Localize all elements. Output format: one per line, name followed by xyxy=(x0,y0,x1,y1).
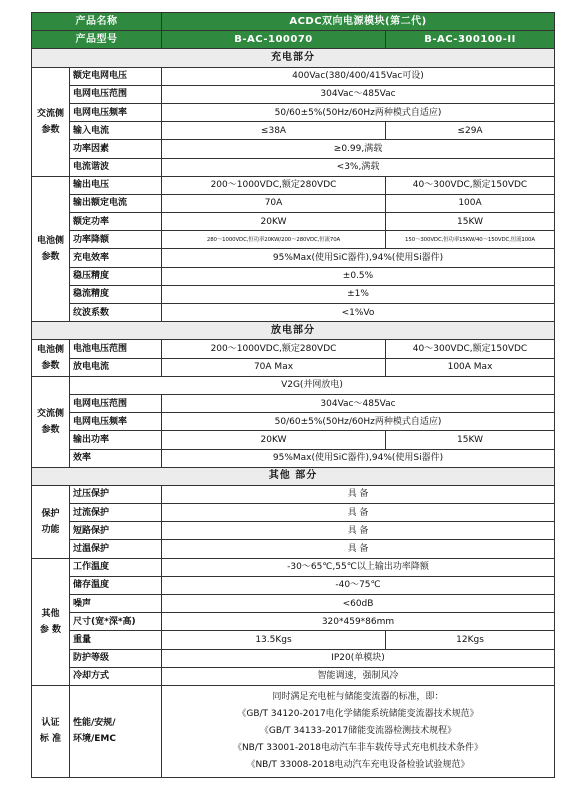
param-value-b: 150～300VDC,恒功率15KW/40～150VDC,恒流100A xyxy=(386,231,555,249)
table-row xyxy=(32,504,555,522)
param-value: -30～65℃,55℃以上输出功率降额 xyxy=(162,558,555,576)
table-row xyxy=(32,649,555,667)
param-value-a: ≤38A xyxy=(162,122,386,140)
table-row xyxy=(32,576,555,594)
param-value: ±0.5% xyxy=(162,267,555,285)
table-row xyxy=(32,631,555,649)
charge-section-title: 充电部分 xyxy=(32,49,555,67)
protection-category: 保护 功能 xyxy=(32,485,70,558)
discharge-section xyxy=(32,322,555,340)
param-value: 320*459*86mm xyxy=(162,613,555,631)
table-row xyxy=(32,213,555,231)
header-row-model xyxy=(32,31,555,49)
param-name: 稳压精度 xyxy=(70,267,162,285)
param-value-a: 20KW xyxy=(162,213,386,231)
param-value: ≥0.99,满载 xyxy=(162,140,555,158)
param-name: 输出电压 xyxy=(70,176,162,194)
model-b: B-AC-300100-II xyxy=(386,31,555,49)
cert-standard-line: 同时满足充电桩与储能变流器的标准，即： xyxy=(272,691,444,702)
param-name: 电网电压频率 xyxy=(70,103,162,121)
table-row xyxy=(32,595,555,613)
table-row xyxy=(32,449,555,467)
param-name: 防护等级 xyxy=(70,649,162,667)
header-row-name xyxy=(32,13,555,31)
charge-section xyxy=(32,49,555,67)
param-name: 电池电压范围 xyxy=(70,340,162,358)
param-value: 304Vac～485Vac xyxy=(162,394,555,412)
param-name: 输出额定电流 xyxy=(70,194,162,212)
param-value: <60dB xyxy=(162,595,555,613)
cert-row xyxy=(32,685,555,777)
cert-name: 性能/安规/ 环境/EMC xyxy=(70,685,162,777)
param-value-b: ≤29A xyxy=(386,122,555,140)
table-row xyxy=(32,122,555,140)
discharge-section-title: 放电部分 xyxy=(32,322,555,340)
param-name: 噪声 xyxy=(70,595,162,613)
param-value-b: 15KW xyxy=(386,213,555,231)
param-name: 储存温度 xyxy=(70,576,162,594)
table-row xyxy=(32,413,555,431)
table-row xyxy=(32,85,555,103)
param-value-a: 200～1000VDC,额定280VDC xyxy=(162,176,386,194)
table-row xyxy=(32,358,555,376)
other-section-title: 其他 部分 xyxy=(32,467,555,485)
param-value: 智能调速，强制风冷 xyxy=(162,667,555,685)
table-row xyxy=(32,540,555,558)
discharge-ac-category: 交流侧 参数 xyxy=(32,376,70,467)
param-name: 效率 xyxy=(70,449,162,467)
param-name: 额定电网电压 xyxy=(70,67,162,85)
param-name: 功率降额 xyxy=(70,231,162,249)
param-name: 功率因素 xyxy=(70,140,162,158)
table-row xyxy=(32,340,555,358)
charge-ac-category: 交流侧 参数 xyxy=(32,67,70,176)
param-value: IP20(单模块) xyxy=(162,649,555,667)
table-row xyxy=(32,267,555,285)
table-row xyxy=(32,194,555,212)
charge-battery-category: 电池侧 参数 xyxy=(32,176,70,322)
param-value-b: 100A Max xyxy=(386,358,555,376)
param-value-b: 100A xyxy=(386,194,555,212)
table-row xyxy=(32,485,555,503)
param-name: 电网电压范围 xyxy=(70,394,162,412)
param-value-a: 70A xyxy=(162,194,386,212)
param-value: <3%,满载 xyxy=(162,158,555,176)
v2g-mode: V2G(并网放电) xyxy=(70,376,555,394)
cert-standards xyxy=(162,685,555,777)
table-row xyxy=(32,667,555,685)
cert-standard-line: 《GB/T 34120-2017电化学储能系统储能变流器技术规范》 xyxy=(237,708,479,719)
param-name: 输入电流 xyxy=(70,122,162,140)
table-row xyxy=(32,158,555,176)
table-row xyxy=(32,431,555,449)
misc-category: 其他 参 数 xyxy=(32,558,70,685)
other-section xyxy=(32,467,555,485)
param-value: 95%Max(使用SiC器件),94%(使用Si器件) xyxy=(162,249,555,267)
param-name: 冷却方式 xyxy=(70,667,162,685)
table-row xyxy=(32,231,555,249)
param-name: 输出功率 xyxy=(70,431,162,449)
product-name-label: 产品名称 xyxy=(32,13,162,31)
param-name: 额定功率 xyxy=(70,213,162,231)
param-value-a: 13.5Kgs xyxy=(162,631,386,649)
param-name: 稳流精度 xyxy=(70,285,162,303)
param-name: 过压保护 xyxy=(70,485,162,503)
table-row xyxy=(32,613,555,631)
cert-standard-line: 《GB/T 34133-2017储能变流器检测技术规程》 xyxy=(259,725,457,736)
param-value: 具 备 xyxy=(162,540,555,558)
param-value: <1%Vo xyxy=(162,304,555,322)
param-value: 95%Max(使用SiC器件),94%(使用Si器件) xyxy=(162,449,555,467)
param-name: 过温保护 xyxy=(70,540,162,558)
table-row xyxy=(32,394,555,412)
discharge-battery-category: 电池侧 参数 xyxy=(32,340,70,376)
param-value: 304Vac～485Vac xyxy=(162,85,555,103)
param-value: 具 备 xyxy=(162,522,555,540)
table-row xyxy=(32,67,555,85)
param-value-a: 70A Max xyxy=(162,358,386,376)
param-value: 50/60±5%(50Hz/60Hz两种模式自适应) xyxy=(162,413,555,431)
param-value-b: 40～300VDC,额定150VDC xyxy=(386,340,555,358)
param-name: 尺寸(宽*深*高) xyxy=(70,613,162,631)
cert-standard-line: 《NB/T 33001-2018电动汽车非车载传导式充电机技术条件》 xyxy=(232,742,484,753)
param-value-a: 200～1000VDC,额定280VDC xyxy=(162,340,386,358)
param-name: 纹波系数 xyxy=(70,304,162,322)
table-row xyxy=(32,376,555,394)
product-name-value: ACDC双向电源模块(第二代) xyxy=(162,13,555,31)
cert-category: 认证 标 准 xyxy=(32,685,70,777)
param-value: 具 备 xyxy=(162,485,555,503)
param-value-b: 12Kgs xyxy=(386,631,555,649)
spec-table xyxy=(31,12,555,778)
param-value: 400Vac(380/400/415Vac可设) xyxy=(162,67,555,85)
param-value-a: 280～1000VDC,恒功率20KW/200～280VDC,恒流70A xyxy=(162,231,386,249)
cert-standard-line: 《NB/T 33008-2018电动汽车充电设备检验试验规范》 xyxy=(246,759,470,770)
param-name: 过流保护 xyxy=(70,504,162,522)
param-name: 工作温度 xyxy=(70,558,162,576)
table-row xyxy=(32,522,555,540)
param-value-a: 20KW xyxy=(162,431,386,449)
param-name: 电流谐波 xyxy=(70,158,162,176)
param-name: 短路保护 xyxy=(70,522,162,540)
param-value-b: 40～300VDC,额定150VDC xyxy=(386,176,555,194)
table-row xyxy=(32,304,555,322)
param-value: -40～75℃ xyxy=(162,576,555,594)
param-name: 电网电压频率 xyxy=(70,413,162,431)
param-value-b: 15KW xyxy=(386,431,555,449)
param-name: 电网电压范围 xyxy=(70,85,162,103)
param-value: 具 备 xyxy=(162,504,555,522)
table-row xyxy=(32,176,555,194)
param-value: 50/60±5%(50Hz/60Hz两种模式自适应) xyxy=(162,103,555,121)
param-name: 重量 xyxy=(70,631,162,649)
table-row xyxy=(32,140,555,158)
param-name: 充电效率 xyxy=(70,249,162,267)
table-row xyxy=(32,103,555,121)
table-row xyxy=(32,558,555,576)
model-label: 产品型号 xyxy=(32,31,162,49)
table-row xyxy=(32,249,555,267)
param-name: 放电电流 xyxy=(70,358,162,376)
param-value: ±1% xyxy=(162,285,555,303)
table-row xyxy=(32,285,555,303)
model-a: B-AC-100070 xyxy=(162,31,386,49)
